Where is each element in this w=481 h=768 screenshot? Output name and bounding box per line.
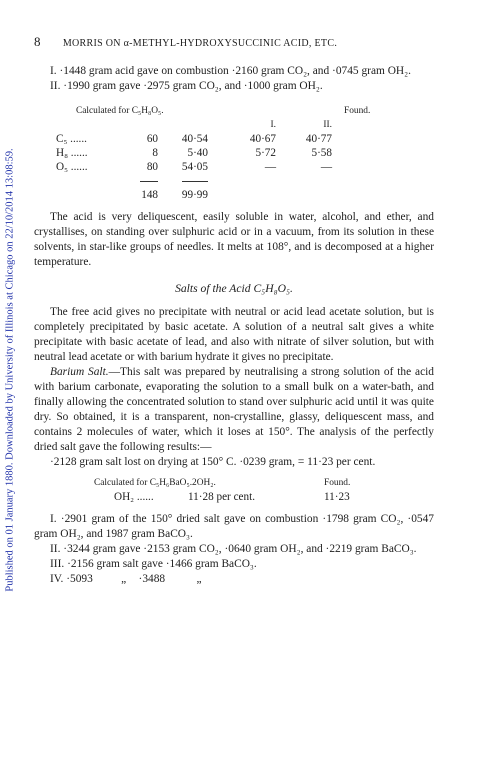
line-iv-label: IV. ·5093 bbox=[50, 573, 93, 585]
analysis-line-1: I. ·1448 gram acid gave on combustion ·2160 gram CO₂, and ·0745 gram OH₂. bbox=[50, 65, 411, 77]
percent-cell: 5·40 bbox=[187, 147, 208, 159]
analysis-line-i: I. ·2901 gram of the 150° dried salt gave on combustion ·1798 gram CO₂, ·0547 gram OH₂, and 1987 gram BaCO₃. bbox=[34, 513, 434, 540]
line-iv-value: ·3488 bbox=[138, 573, 166, 585]
found-i-cell: 40·67 bbox=[249, 133, 276, 145]
sum-rule bbox=[140, 181, 158, 182]
section-heading: Salts of the Acid C₅H₈O₅. bbox=[175, 282, 293, 295]
col-head-ii: II. bbox=[323, 120, 332, 130]
count-cell: 80 bbox=[146, 161, 158, 173]
found-ii-cell: 40·77 bbox=[305, 133, 332, 145]
found-heading: Found. bbox=[324, 478, 351, 488]
element-cell: O₅ ...... bbox=[56, 161, 88, 173]
analysis-line-ii: II. ·3244 gram gave ·2153 gram CO₂, ·0640 gram OH₂, and ·2219 gram BaCO₃. bbox=[50, 543, 417, 555]
table-row bbox=[34, 490, 434, 504]
count-cell: 60 bbox=[146, 133, 158, 145]
element-cell: H₈ ...... bbox=[56, 147, 88, 159]
found-heading: Found. bbox=[344, 106, 371, 116]
running-header bbox=[34, 34, 434, 50]
table-row bbox=[34, 132, 434, 146]
table-col-heads bbox=[34, 118, 434, 132]
element-cell: OH₂ ...... bbox=[114, 491, 154, 503]
page-number: 8 bbox=[34, 34, 41, 49]
total-percent: 99·99 bbox=[181, 189, 208, 201]
found-ii-cell: 5·58 bbox=[311, 147, 332, 159]
provenance-text: Published on 01 January 1880. Downloaded by University of Illinois at Chicago on 22/10/2014 13:08:59. bbox=[4, 148, 16, 592]
found-cell: 11·23 bbox=[324, 491, 350, 503]
calculated-heading: Calculated for C₅H₈O₅. bbox=[76, 106, 164, 116]
paragraph-drying-loss: ·2128 gram salt lost on drying at 150° C. ·0239 gram, = 11·23 per cent. bbox=[50, 456, 376, 468]
table-heading-row bbox=[34, 476, 434, 490]
total-count: 148 bbox=[141, 189, 158, 201]
composition-table-1 bbox=[34, 104, 434, 202]
count-cell: 8 bbox=[152, 147, 158, 159]
sum-rule bbox=[182, 181, 208, 182]
percent-cell: 40·54 bbox=[181, 133, 208, 145]
found-i-cell: — bbox=[264, 161, 276, 173]
table-total-row bbox=[34, 188, 434, 202]
provenance-sidebar bbox=[2, 40, 18, 700]
found-ii-cell: — bbox=[320, 161, 332, 173]
paragraph-properties: The acid is very deliquescent, easily soluble in water, alcohol, and ether, and crystallises, on standing over sulphuric acid or in a vacuum, from its solution in these solvents, in star-like groups of needles. It melts at 108°, and is decomposed at a higher temperature. bbox=[34, 211, 434, 268]
barium-salt-text: —This salt was prepared by neutralising a strong solution of the acid with barium carbonate, evaporating the solution to a small bulk on a water-bath, and finally allowing the concentrated solution to stand over sulphuric acid until it was quite dry. So obtained, it is a transparent, non-crystalline, glassy, deliquescent mass, and contains 2 molecules of water, which it loses at 150°. The analysis of the perfectly dried salt gave the following results:— bbox=[34, 366, 435, 453]
ditto-mark: „ bbox=[196, 573, 202, 585]
element-cell: C₅ ...... bbox=[56, 133, 87, 145]
table-rule-row bbox=[34, 174, 434, 188]
table-row bbox=[34, 160, 434, 174]
barium-salt-lead: Barium Salt. bbox=[50, 366, 109, 378]
col-head-i: I. bbox=[270, 120, 276, 130]
percent-cell: 54·05 bbox=[181, 161, 208, 173]
table-row bbox=[34, 146, 434, 160]
ditto-mark: „ bbox=[121, 573, 127, 585]
running-title: MORRIS ON α-METHYL-HYDROXYSUCCINIC ACID, ETC. bbox=[62, 38, 338, 49]
paper-page bbox=[34, 34, 434, 587]
analysis-line-iv bbox=[34, 572, 434, 587]
analysis-line-iii: III. ·2156 gram salt gave ·1466 gram BaCO₃. bbox=[50, 558, 257, 570]
paragraph-precipitates: The free acid gives no precipitate with neutral or acid lead acetate solution, but is completely precipitated by basic acetate. A solution of a neutral salt gives a white precipitate with basic acetate of lead, and also with nitrate of silver solution, but with neutral lead acetate or with barium hydrate it gives no precipitate. bbox=[34, 306, 434, 363]
percent-cell: 11·28 per cent. bbox=[188, 491, 255, 503]
paragraph-barium-salt bbox=[34, 365, 434, 455]
analysis-line-2: II. ·1990 gram gave ·2975 gram CO₂, and ·1000 gram OH₂. bbox=[50, 80, 323, 92]
table-heading-row bbox=[34, 104, 434, 118]
found-i-cell: 5·72 bbox=[255, 147, 276, 159]
calculated-heading: Calculated for C₅H₆BaO₅.2OH₂. bbox=[94, 478, 216, 488]
composition-table-2 bbox=[34, 476, 434, 504]
